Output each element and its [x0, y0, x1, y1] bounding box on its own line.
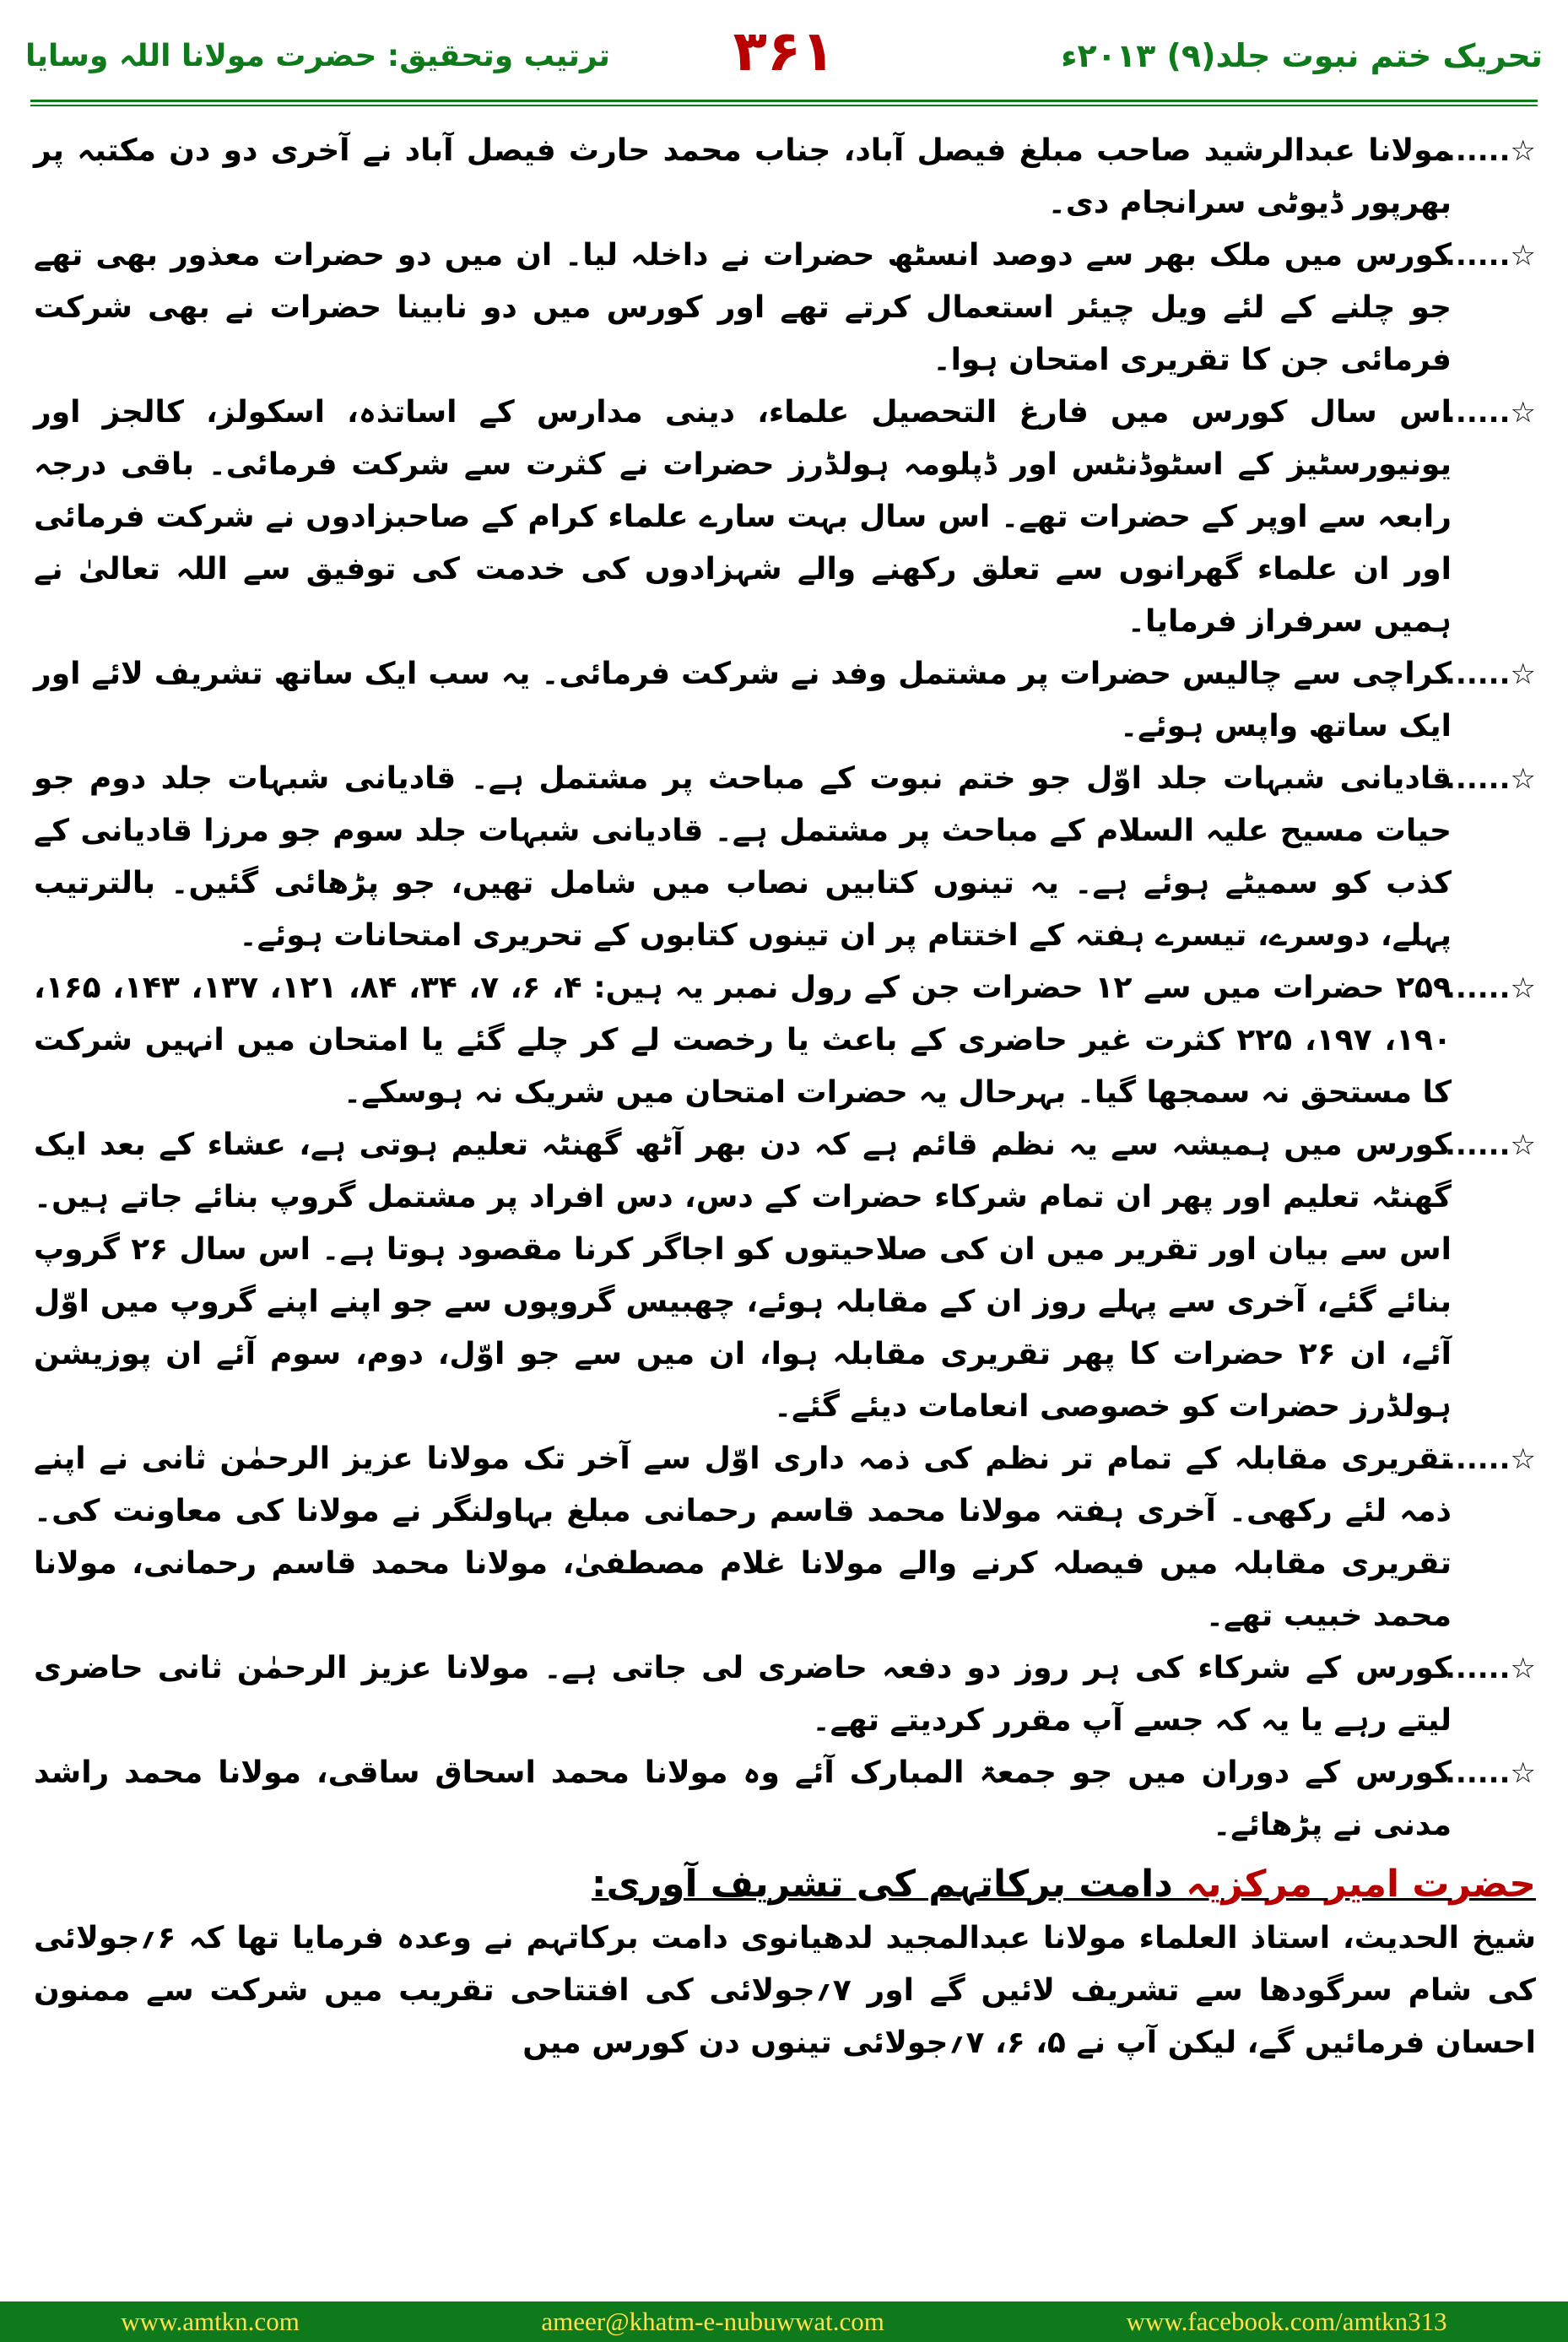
star-bullet-icon: ☆......: [1445, 134, 1536, 168]
item-text: ۲۵۹ حضرات میں سے ۱۲ حضرات جن کے رول نمبر یہ ہیں: ۴، ۶، ۷، ۳۴، ۸۴، ۱۲۱، ۱۳۷، ۱۴۳، ۱۶۵، ۱۹۰، ۱۹۷، ۲۲۵ کثرت غیر حاضری کے باعث یا رخصت لے کر چلے گئے یا امتحان میں انہیں شرکت کا مستحق نہ سمجھا گیا۔ بہرحال یہ حضرات امتحان میں شریک نہ ہوسکے۔: [34, 971, 1452, 1110]
list-item: [34, 125, 1536, 230]
compiler-credit: ترتیب وتحقیق: حضرت مولانا اللہ وسایا: [25, 39, 610, 73]
star-bullet-icon: ☆......: [1445, 1652, 1536, 1685]
star-bullet-icon: ☆......: [1445, 1756, 1536, 1790]
star-bullet-icon: ☆......: [1445, 396, 1536, 430]
heading-accent: حضرت امیر مرکزیہ: [1186, 1863, 1536, 1906]
header-divider-thin: [30, 105, 1538, 106]
item-text: کراچی سے چالیس حضرات پر مشتمل وفد نے شرکت فرمائی۔ یہ سب ایک ساتھ تشریف لائے اور ایک ساتھ واپس ہوئے۔: [34, 657, 1452, 744]
list-item: [34, 1433, 1536, 1642]
star-bullet-icon: ☆......: [1445, 762, 1536, 796]
item-text: کورس کے دوران میں جو جمعۃ المبارک آئے وہ مولانا محمد اسحاق ساقی، مولانا محمد راشد مدنی نے پڑھائے۔: [34, 1755, 1452, 1842]
star-bullet-icon: ☆......: [1445, 239, 1536, 273]
email-link[interactable]: ameer@khatm-e-nubuwwat.com: [541, 2307, 884, 2336]
section-heading: [34, 1857, 1536, 1912]
page-footer: [0, 2301, 1568, 2342]
list-item: [34, 648, 1536, 753]
page-number: ۳۶۱: [733, 19, 835, 84]
star-bullet-icon: ☆......: [1445, 1128, 1536, 1162]
list-item: [34, 1642, 1536, 1747]
list-item: [34, 962, 1536, 1119]
item-text: کورس کے شرکاء کی ہر روز دو دفعہ حاضری لی جاتی ہے۔ مولانا عزیز الرحمٰن ثانی حاضری لیتے رہے یا یہ کہ جسے آپ مقرر کردیتے تھے۔: [34, 1651, 1452, 1738]
item-text: قادیانی شبہات جلد اوّل جو ختم نبوت کے مباحث پر مشتمل ہے۔ قادیانی شبہات جلد دوم جو حیات مسیح علیہ السلام کے مباحث پر مشتمل ہے۔ قادیانی شبہات جلد سوم جو مرزا قادیانی کے کذب کو سمیٹے ہوئے ہے۔ یہ تینوں کتابیں نصاب میں شامل تھیں، جو پڑھائی گئیں۔ بالترتیب پہلے، دوسرے، تیسرے ہفتہ کے اختتام پر ان تینوں کتابوں کے تحریری امتحانات ہوئے۔: [34, 761, 1452, 953]
list-item: [34, 230, 1536, 387]
item-text: کورس میں ملک بھر سے دوصد انسٹھ حضرات نے داخلہ لیا۔ ان میں دو حضرات معذور بھی تھے جو چلنے کے لئے ویل چیئر استعمال کرتے تھے اور کورس میں دو نابینا حضرات نے بھی شرکت فرمائی جن کا تقریری امتحان ہوا۔: [34, 238, 1452, 377]
closing-paragraph: شیخ الحدیث، استاذ العلماء مولانا عبدالمجید لدھیانوی دامت برکاتہم نے وعدہ فرمایا تھا کہ ۶؍جولائی کی شام سرگودھا سے تشریف لائیں گے اور ۷؍جولائی کی افتتاحی تقریب میں شرکت سے ممنون احسان فرمائیں گے، لیکن آپ نے ۵، ۶، ۷؍جولائی تینوں دن کورس میں: [34, 1921, 1536, 2060]
header-divider: [30, 100, 1538, 102]
star-bullet-icon: ☆......: [1445, 971, 1536, 1005]
facebook-link[interactable]: www.facebook.com/amtkn313: [1126, 2307, 1447, 2336]
heading-rest: دامت برکاتہم کی تشریف آوری:: [591, 1863, 1187, 1906]
list-item: [34, 753, 1536, 962]
item-text: مولانا عبدالرشید صاحب مبلغ فیصل آباد، جناب محمد حارث فیصل آباد نے آخری دو دن مکتبہ پر بھرپور ڈیوٹی سرانجام دی۔: [34, 133, 1452, 220]
list-item: [34, 1119, 1536, 1433]
item-text: کورس میں ہمیشہ سے یہ نظم قائم ہے کہ دن بھر آٹھ گھنٹہ تعلیم ہوتی ہے، عشاء کے بعد ایک گھنٹہ تعلیم اور پھر ان تمام شرکاء حضرات کے دس، دس افراد پر مشتمل گروپ بنائے جاتے ہیں۔ اس سے بیان اور تقریر میں ان کی صلاحیتوں کو اجاگر کرنا مقصود ہوتا ہے۔ اس سال ۲۶ گروپ بنائے گئے، آخری سے پہلے روز ان کے مقابلہ ہوئے، چھبیس گروپوں سے جو اپنے اپنے گروپ میں اوّل آئے، ان ۲۶ حضرات کا پھر تقریری مقابلہ ہوا، ان میں سے جو اوّل، دوم، سوم آئے ان پوزیشن ہولڈرز حضرات کو خصوصی انعامات دیئے گئے۔: [34, 1128, 1452, 1424]
website-link[interactable]: www.amtkn.com: [121, 2307, 300, 2336]
list-item: [34, 387, 1536, 648]
item-text: تقریری مقابلہ کے تمام تر نظم کی ذمہ داری اوّل سے آخر تک مولانا عزیز الرحمٰن ثانی نے اپنے ذمہ لئے رکھی۔ آخری ہفتہ مولانا محمد قاسم رحمانی مبلغ بہاولنگر نے مولانا کی معاونت کی۔ تقریری مقابلہ میں فیصلہ کرنے والے مولانا غلام مصطفیٰ، مولانا محمد قاسم رحمانی، مولانا محمد خبیب تھے۔: [34, 1441, 1452, 1633]
item-text: اس سال کورس میں فارغ التحصیل علماء، دینی مدارس کے اساتذہ، اسکولز، کالجز اور یونیورسٹیز کے اسٹوڈنٹس اور ڈپلومہ ہولڈرز حضرات نے کثرت سے شرکت فرمائی۔ باقی درجہ رابعہ سے اوپر کے حضرات تھے۔ اس سال بہت سارے علماء کرام کے صاحبزادوں نے شرکت فرمائی اور ان علماء گھرانوں سے تعلق رکھنے والے شہزادوں کی خدمت کی توفیق سے اللہ تعالیٰ نے ہمیں سرفراز فرمایا۔: [34, 395, 1452, 639]
book-title: تحریک ختم نبوت جلد(۹) ۲۰۱۳ء: [1061, 37, 1543, 74]
page-body: [34, 125, 1536, 2069]
star-bullet-icon: ☆......: [1445, 657, 1536, 691]
page-header: [25, 19, 1543, 111]
list-item: [34, 1747, 1536, 1852]
star-bullet-icon: ☆......: [1445, 1442, 1536, 1476]
